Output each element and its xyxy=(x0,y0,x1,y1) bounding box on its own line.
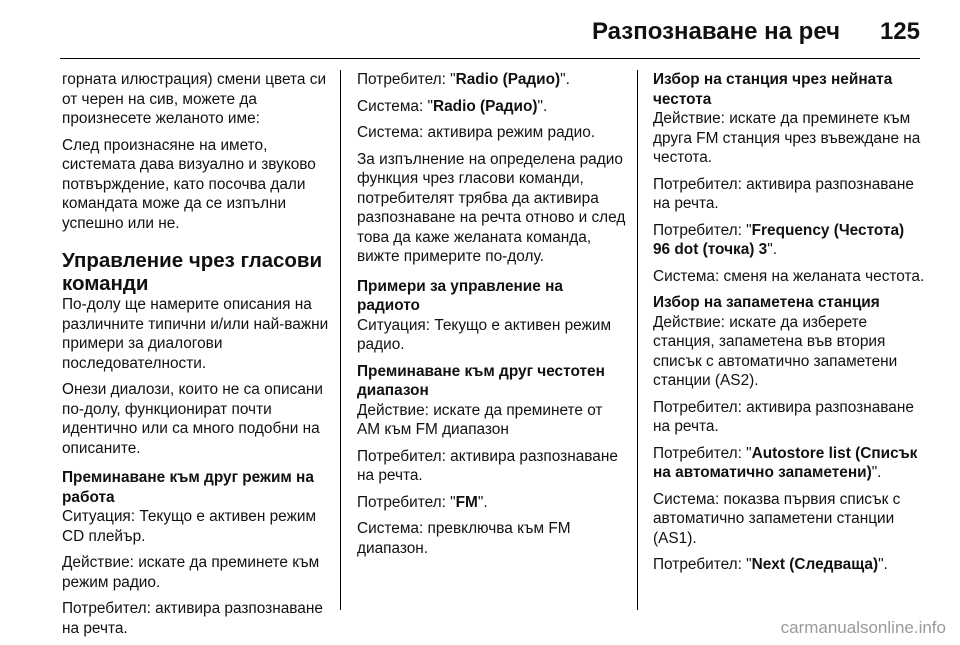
closing-quote: ". xyxy=(537,97,548,115)
dialog-line xyxy=(653,444,925,483)
paragraph: Потребител: активира разпознаване на речта. xyxy=(62,600,323,637)
paragraph: Система: превключва към FM диапазон. xyxy=(357,520,571,557)
speaker-prefix: Потребител: " xyxy=(653,221,752,239)
voice-command: Next (Следваща) xyxy=(751,556,879,573)
closing-quote: ". xyxy=(560,71,570,88)
closing-quote: ". xyxy=(477,493,488,511)
speaker-prefix: Потребител: " xyxy=(653,556,752,573)
subheading: Преминаване към друг режим на работа xyxy=(62,469,314,506)
speaker-prefix: Потребител: " xyxy=(653,444,752,462)
speaker-prefix: Потребител: " xyxy=(357,71,456,88)
dialog-line xyxy=(357,70,627,90)
page-header-title: Разпознаване на реч xyxy=(591,18,840,45)
closing-quote: ". xyxy=(767,241,777,258)
voice-command: Frequency (Честота) 96 dot (точка) 3 xyxy=(653,221,905,258)
watermark: carmanualsonline.info xyxy=(780,618,946,637)
paragraph: Действие: искате да преминете от AM към FM диапазон xyxy=(357,401,603,438)
paragraph: Потребител: активира разпознаване на речта. xyxy=(357,447,618,484)
column-1 xyxy=(62,70,332,645)
closing-quote: ". xyxy=(871,464,882,481)
voice-command: Radio (Радио) xyxy=(433,97,538,115)
paragraph: Система: показва първия списък с автоматично запаметени станции (AS1). xyxy=(653,490,901,547)
column-separator-1 xyxy=(340,70,341,610)
column-2 xyxy=(357,70,627,565)
speaker-prefix: Потребител: " xyxy=(357,493,456,511)
dialog-line xyxy=(357,493,627,513)
dialog-line xyxy=(653,221,925,260)
column-3 xyxy=(653,70,925,582)
paragraph: След произнасяне на името, системата дава визуално и звуково потвърждение, като посочва дали командата може да се изпълни успешно или не. xyxy=(62,136,316,232)
paragraph: Потребител: активира разпознаване на речта. xyxy=(653,175,914,212)
paragraph: По-долу ще намерите описания на различните типични и/или най-важни примери за диалогови последователности. xyxy=(62,296,329,372)
voice-command: FM xyxy=(455,493,478,511)
paragraph: Система: активира режим радио. xyxy=(357,124,596,141)
paragraph: Система: сменя на желаната честота. xyxy=(653,267,925,285)
paragraph: Ситуация: Текущо е активен режим CD плейър. xyxy=(62,508,317,545)
paragraph: Ситуация: Текущо е активен режим радио. xyxy=(357,316,612,353)
closing-quote: ". xyxy=(878,556,888,573)
paragraph: Действие: искате да изберете станция, запаметена във втория списък с автоматично запаметени станции (AS2). xyxy=(653,313,898,389)
paragraph: горната илюстрация) смени цвета си от черен на сив, можете да произнесете желаното име: xyxy=(62,71,327,127)
paragraph: Онези диалози, които не са описани по-долу, функционират почти идентично или са много подобни на описаните. xyxy=(62,381,323,457)
speaker-prefix: Система: " xyxy=(357,97,433,115)
page-number: 125 xyxy=(879,18,920,45)
header-rule xyxy=(60,58,920,59)
paragraph: Действие: искате да преминете към друга FM станция чрез въвеждане на честота. xyxy=(653,110,921,166)
section-heading: Управление чрез гласови команди xyxy=(62,249,323,295)
voice-command: Radio (Радио) xyxy=(455,71,561,88)
voice-command: Autostore list (Списък на автоматично запаметени) xyxy=(653,444,918,481)
paragraph: Действие: искате да преминете към режим радио. xyxy=(62,554,320,591)
paragraph: За изпълнение на определена радио функция чрез гласови команди, потребителят трябва да активира разпознаване на речта отново и след това да каже желаната команда, вижте примерите по-долу. xyxy=(357,150,626,265)
paragraph: Потребител: активира разпознаване на речта. xyxy=(653,398,914,435)
subheading: Избор на запаметена станция xyxy=(653,294,880,311)
column-separator-2 xyxy=(637,70,638,610)
dialog-line xyxy=(357,97,627,117)
subheading: Примери за управление на радиото xyxy=(357,277,563,314)
subheading: Избор на станция чрез нейната честота xyxy=(653,71,893,108)
dialog-line xyxy=(653,555,925,575)
subheading: Преминаване към друг честотен диапазон xyxy=(357,362,605,399)
